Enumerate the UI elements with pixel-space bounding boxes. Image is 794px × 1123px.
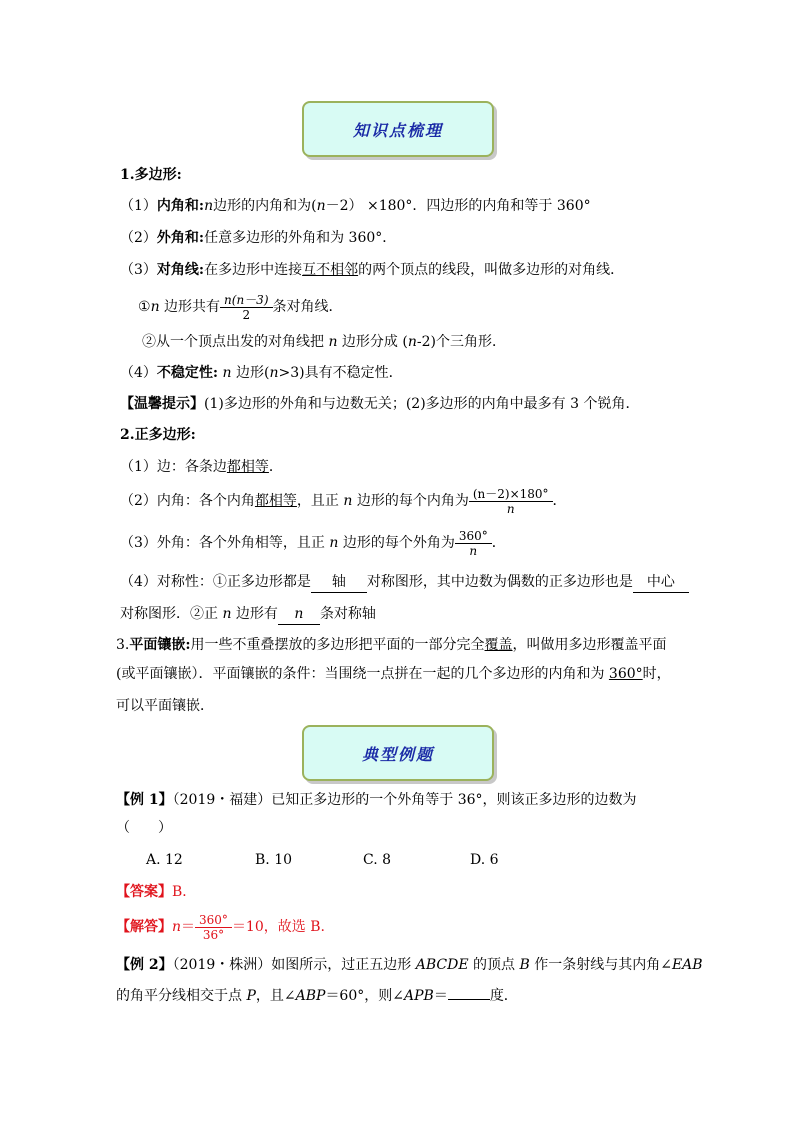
- example2-line2: 的角平分线相交于点 P，且∠ABP＝60°，则∠APB＝ 度．: [116, 988, 518, 1004]
- regular-heading: 2.正多边形:: [120, 427, 196, 443]
- polygon-tip: 【温馨提示】(1)多边形的外角和与边数无关；(2)多边形的内角中最多有 3 个锐角．: [120, 396, 640, 412]
- polygon-exterior-sum: （2）外角和:任意多边形的外角和为 360°．: [120, 230, 397, 246]
- interior-angle-fraction: $\frac{(n-2)\times 180^\circ}{n}$: [471, 487, 551, 516]
- example2-answer-blank: [448, 999, 490, 1000]
- exterior-angle-fraction: $\frac{360^\circ}{n}$: [457, 529, 490, 558]
- example2-line1: 【例 2】（2019・株洲）如图所示，过正五边形 ABCDE 的顶点 B 作一条射线与其内角∠EAB: [116, 957, 703, 973]
- solution-fraction: $\frac{360^\circ}{36^\circ}$: [197, 913, 230, 942]
- polygon-instability: （4）不稳定性: n 边形(n>3)具有不稳定性．: [120, 365, 403, 381]
- example1-question: 【例 1】（2019・福建）已知正多边形的一个外角等于 36°，则该正多边形的边数为: [116, 792, 637, 808]
- regular-interior-angle: （2）内角：各个内角都相等，且正 n 边形的每个内角为 $\frac{(n-2)\times 180^\circ}{n}$ ．: [120, 486, 567, 516]
- example1-option-b: B. 10: [255, 852, 293, 868]
- polygon-diagonal-count: ①n 边形共有 $\frac{n(n-3)}{2}$ 条对角线．: [138, 292, 343, 322]
- diagonal-fraction: $\frac{n(n-3)}{2}$: [222, 293, 270, 322]
- regular-sides: （1）边：各条边都相等．: [120, 459, 283, 475]
- regular-symmetry: （4）对称性：①正多边形都是 轴 对称图形，其中边数为偶数的正多边形也是 中心: [120, 572, 689, 593]
- tessellation-line3: 可以平面镶嵌．: [116, 698, 214, 714]
- polygon-triangles: ②从一个顶点出发的对角线把 n 边形分成 (n-2)个三角形．: [142, 334, 506, 350]
- example1-option-d: D. 6: [470, 852, 499, 868]
- example1-solution: 【解答】n＝ $\frac{360^\circ}{36^\circ}$ ＝10，故选 B.: [116, 912, 325, 942]
- examples-title: 典型例题: [361, 744, 434, 764]
- example1-option-a: A. 12: [146, 852, 183, 868]
- polygon-interior-sum: （1）内角和:n边形的内角和为(n－2） ×180°．四边形的内角和等于 360°: [120, 198, 591, 214]
- tessellation-line2: (或平面镶嵌）．平面镶嵌的条件：当围绕一点拼在一起的几个多边形的内角和为 360°时，: [116, 666, 671, 682]
- knowledge-title: 知识点梳理: [352, 120, 443, 140]
- polygon-heading: 1.多边形:: [120, 167, 182, 183]
- example1-option-c: C. 8: [363, 852, 392, 868]
- tessellation-line1: 3.平面镶嵌:用一些不重叠摆放的多边形把平面的一部分完全覆盖，叫做用多边形覆盖平面: [116, 637, 667, 653]
- regular-symmetry-cont: 对称图形．②正 n 边形有 n 条对称轴: [120, 604, 376, 625]
- example1-answer: 【答案】B．: [116, 884, 197, 900]
- examples-title-box: [302, 725, 494, 781]
- regular-exterior-angle: （3）外角：各个外角相等，且正 n 边形的每个外角为 $\frac{360^\circ}{n}$ ．: [120, 528, 506, 558]
- polygon-diagonal: （3）对角线:在多边形中连接互不相邻的两个顶点的线段，叫做多边形的对角线．: [120, 262, 625, 278]
- knowledge-title-box: [302, 101, 494, 157]
- example1-paren: （ ）: [116, 820, 172, 836]
